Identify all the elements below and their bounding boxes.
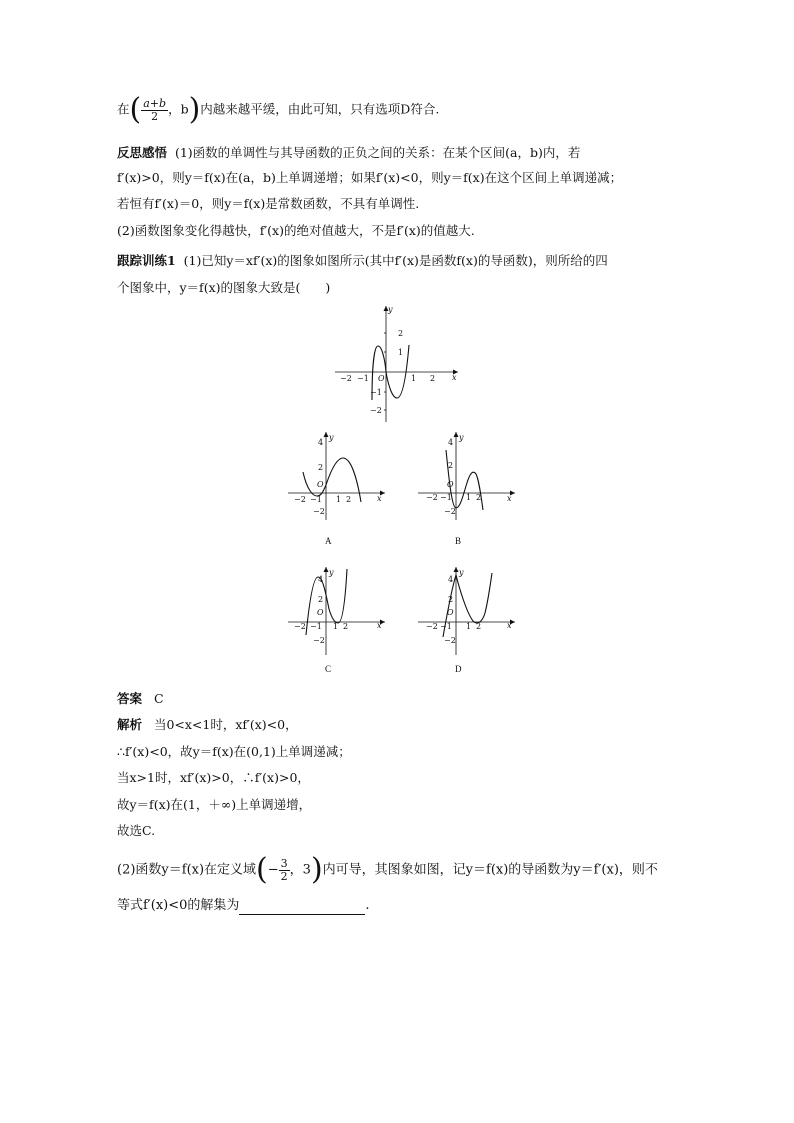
training-title: 跟踪训练1 (117, 253, 176, 268)
option-a-x-tick: 2 (346, 495, 352, 504)
option-b-x-label: x (507, 494, 512, 503)
main-x-tick: −1 (357, 374, 369, 383)
main-y-tick: −1 (370, 388, 382, 397)
option-b-x-tick: −2 (426, 493, 438, 502)
option-b-y-label: y (459, 433, 464, 442)
option-d-x-tick: 2 (476, 622, 482, 631)
intro-line (117, 92, 440, 127)
reflection-text-1: (1)函数的单调性与其导函数的正负之间的关系：在某个区间(a，b)内，若 (174, 145, 581, 160)
option-d-y-tick: 4 (448, 575, 454, 584)
problem2-prefix: (2)函数y＝f(x)在定义域 (117, 862, 257, 878)
training-line-2: 个图象中，y＝f(x)的图象大致是( ) (117, 280, 331, 295)
main-x-tick: 2 (430, 374, 436, 383)
main-y-label: y (388, 305, 393, 314)
problem2-minus: − (267, 862, 279, 878)
main-y-tick: 2 (398, 329, 404, 338)
intro-prefix: 在 (117, 101, 130, 117)
answer-value: C (153, 691, 164, 706)
option-d-x-label: x (507, 621, 512, 630)
right-paren: ) (310, 852, 323, 887)
analysis-line-3: 当x>1时，xf′(x)>0，∴f′(x)>0， (117, 770, 310, 785)
option-d-y-tick: −2 (444, 636, 456, 645)
reflection-line-2: f′(x)>0，则y＝f(x)在(a，b)上单调递增；如果f′(x)<0，则y＝f(x)在这个区间上单调递减； (117, 170, 623, 185)
analysis-line-1 (117, 716, 298, 734)
main-y-tick: 1 (398, 348, 404, 357)
answer-line (117, 690, 164, 708)
answer-title: 答案 (117, 691, 143, 706)
option-b-label: B (455, 536, 462, 546)
option-a-x-tick: −1 (310, 495, 322, 504)
option-c-y-tick: 4 (318, 575, 324, 584)
option-a-y-tick: 2 (318, 463, 324, 472)
option-c-origin: O (317, 608, 324, 617)
main-x-tick: 1 (411, 374, 417, 383)
option-d-x-tick: −1 (440, 622, 452, 631)
fraction-numerator: 3 (280, 856, 288, 870)
analysis-line-5: 故选C. (117, 823, 156, 838)
reflection-title: 反思感悟 (117, 145, 168, 160)
option-a-x-tick: −2 (294, 495, 306, 504)
option-c-y-tick: 2 (318, 595, 324, 604)
intro-after-fraction: ，b (168, 101, 189, 117)
option-c-y-tick: −2 (313, 636, 325, 645)
analysis-line-4: 故y＝f(x)在(1，＋∞)上单调递增， (117, 797, 312, 812)
right-paren: ) (188, 92, 201, 127)
option-a-graph (285, 430, 390, 526)
option-d-y-tick: 2 (448, 595, 454, 604)
option-d-x-tick: −2 (426, 622, 438, 631)
option-d-x-tick: 1 (466, 622, 472, 631)
option-a-y-tick: 4 (318, 438, 324, 447)
reflection-line-3: 若恒有f′(x)＝0，则y＝f(x)是常数函数，不具有单调性. (117, 196, 420, 211)
problem2-after-fraction: ，3 (289, 862, 311, 878)
left-paren: ( (129, 92, 142, 127)
main-x-label: x (452, 373, 457, 382)
option-b-origin: O (447, 480, 454, 489)
analysis-title: 解析 (117, 717, 143, 732)
option-b-y-tick: 2 (448, 461, 454, 470)
reflection-line-1 (117, 144, 580, 162)
training-line-1 (117, 252, 608, 270)
training-text-1: (1)已知y＝xf′(x)的图象如图所示(其中f′(x)是函数f(x)的导函数)，则所给的四 (183, 253, 608, 268)
problem2-line-1 (117, 852, 658, 887)
analysis-line-2: ∴f′(x)<0，故y＝f(x)在(0,1)上单调递减； (117, 744, 351, 759)
option-d-graph (415, 565, 520, 661)
option-c-x-tick: 2 (343, 622, 349, 631)
problem2-text-2: 等式f′(x)<0的解集为 (117, 898, 240, 913)
intro-suffix: 内越来越平缓，由此可知，只有选项D符合. (200, 101, 440, 117)
option-a-label: A (325, 536, 332, 546)
answer-blank[interactable] (239, 900, 365, 915)
option-c-label: C (325, 664, 332, 674)
option-d-y-label: y (459, 568, 464, 577)
fraction (141, 98, 168, 123)
fraction (279, 858, 290, 883)
option-b-graph (415, 430, 520, 526)
left-paren: ( (256, 852, 268, 887)
fraction-numerator: a+b (143, 96, 167, 110)
main-x-tick: −2 (340, 374, 352, 383)
problem2-end: . (365, 898, 370, 913)
option-c-x-label: x (377, 621, 382, 630)
reflection-line-4: (2)函数图象变化得越快，f′(x)的绝对值越大，不是f′(x)的值越大. (117, 223, 475, 238)
fraction-denominator: 2 (151, 109, 159, 123)
main-graph (330, 300, 465, 429)
option-c-x-tick: 1 (333, 622, 339, 631)
main-y-tick: −2 (370, 406, 382, 415)
main-origin: O (378, 374, 385, 383)
option-c-y-label: y (329, 568, 334, 577)
option-a-y-label: y (329, 433, 334, 442)
option-b-x-tick: −1 (440, 493, 452, 502)
option-a-origin: O (317, 480, 324, 489)
option-d-origin: O (447, 608, 454, 617)
problem2-line-2 (117, 897, 370, 915)
problem2-suffix: 内可导，其图象如图，记y＝f(x)的导函数为y＝f′(x)，则不 (322, 862, 658, 878)
option-b-x-tick: 2 (476, 493, 482, 502)
option-a-x-label: x (377, 494, 382, 503)
option-b-y-tick: −2 (444, 507, 456, 516)
analysis-text-1: 当0<x<1时，xf′(x)<0， (153, 717, 298, 732)
option-a-x-tick: 1 (336, 495, 342, 504)
fraction-denominator: 2 (280, 869, 288, 883)
option-b-x-tick: 1 (466, 493, 472, 502)
option-c-x-tick: −1 (310, 622, 322, 631)
option-d-label: D (455, 664, 462, 674)
option-c-x-tick: −2 (294, 622, 306, 631)
option-a-y-tick: −2 (313, 507, 325, 516)
option-b-y-tick: 4 (448, 438, 454, 447)
option-c-graph (285, 565, 390, 661)
